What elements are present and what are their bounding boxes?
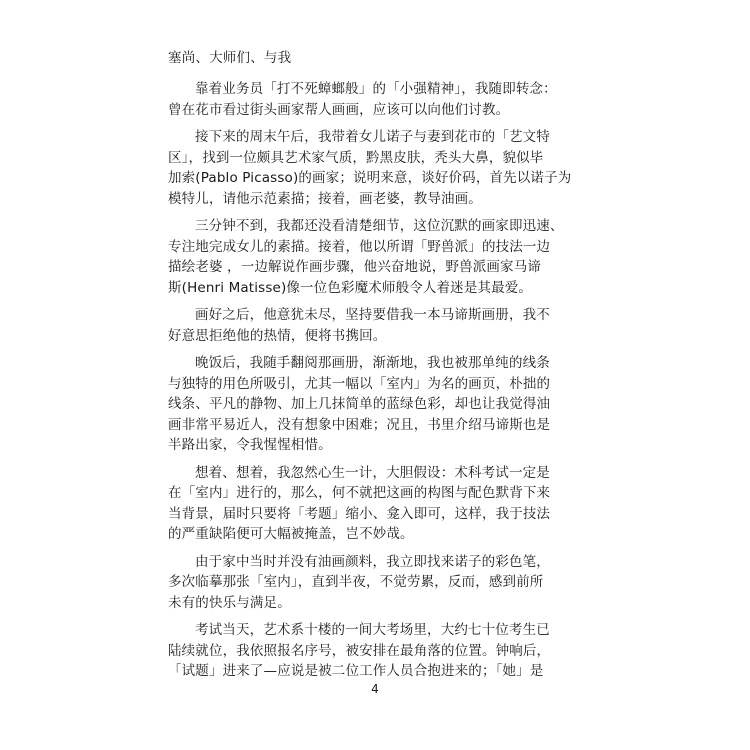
text-line: 在「室内」进行的，那么，何不就把这画的构图与配色默背下来 [168,485,551,501]
text-line: 的严重缺陷便可大幅被掩盖，岂不妙哉。 [168,526,414,542]
text-line: 加索(Pablo Picasso)的画家；说明来意，谈好价码，首先以诺子为 [168,170,572,186]
paragraph [168,127,593,209]
paragraph [168,216,593,298]
text-line: 接下来的周末午后，我带着女儿诺子与妻到花市的「艺文特 [195,129,550,145]
text-line: 半路出家，令我惺惺相惜。 [168,437,332,453]
page-number: 4 [371,682,379,696]
text-line: 当背景，届时只要将「考题」缩小、龛入即可，这样，我于技法 [168,505,551,522]
text-line: 斯(Henri Matisse)像一位色彩魔术师般令人着迷是其最爱。 [168,279,533,296]
text-line: 与独特的用色所吸引，尤其一幅以「室内」为名的画页，朴拙的 [168,375,551,392]
paragraph [168,620,593,682]
text-line: 曾在花市看过街头画家帮人画画，应该可以向他们讨教。 [168,101,510,118]
paragraph [168,463,593,545]
text-line: 三分钟不到，我都还没看清楚细节，这位沉默的画家即迅速、 [195,218,564,234]
running-header: 塞尚、大师们、与我 [168,50,292,66]
paragraph [168,305,593,346]
paragraph [168,552,593,614]
text-line: 线条、平凡的静物、加上几抹简单的蓝绿色彩，却也让我觉得油 [168,396,551,412]
text-line: 描绘老婆 ，一边解说作画步骤，他兴奋地说，野兽派画家马谛 [168,259,541,275]
text-line: 专注地完成女儿的素描。接着，他以所谓「野兽派」的技法一边 [168,238,551,255]
text-line: 由于家中当时并没有油画颜料，我立即找来诺子的彩色笔， [195,553,550,570]
paragraph [168,79,593,120]
text-line: 区」，找到一位颇具艺术家气质，黔黑皮肤，秃头大鼻，貌似毕 [168,149,544,166]
text-line: 晚饭后，我随手翻阅那画册，渐渐地，我也被那单纯的线条 [195,355,550,371]
text-line: 考试当天，艺术系十楼的一间大考场里，大约七十位考生已 [195,622,550,638]
text-line: 靠着业务员「打不死蟑螂般」的「小强精神」，我随即转念： [195,81,557,97]
text-line: 画非常平易近人，没有想象中困难；况且，书里介绍马谛斯也是 [168,416,551,433]
text-line: 想着、想着，我忽然心生一计，大胆假设：术科考试一定是 [195,464,550,481]
text-line: 模特儿，请他示范素描；接着，画老婆，教导油画。 [168,190,482,207]
text-line: 陆续就位，我依照报名序号，被安排在最角落的位置。钟响后， [168,642,551,659]
paragraph [168,353,593,456]
text-line: 多次临摹那张「室内」，直到半夜，不觉劳累，反而，感到前所 [168,574,544,590]
text-line: 画好之后，他意犹未尽，坚持要借我一本马谛斯画册，我不 [195,307,550,323]
text-line: 好意思拒绝他的热情，便将书携回。 [168,327,387,344]
text-line: 未有的快乐与满足。 [168,594,291,611]
text-line: 「试题」进来了—应说是被二位工作人员合抱进来的；「她」是 [168,663,544,679]
body-text [168,79,593,689]
